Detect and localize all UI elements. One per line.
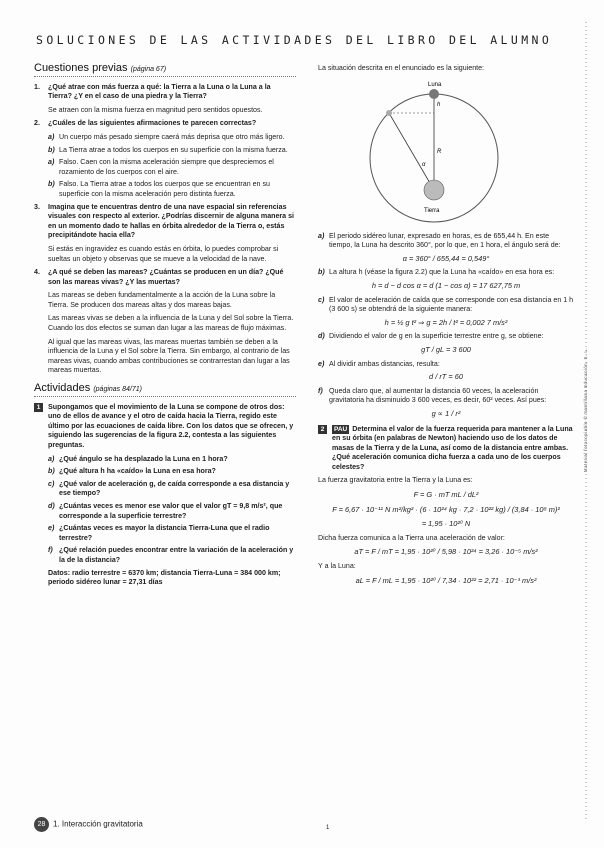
solution-c: c) El valor de aceleración de caída que se corresponde con esa distancia en 1 h (3 600 s) se obtendrá de la siguiente manera: — [318, 295, 574, 314]
cuestion-4: 4. ¿A qué se deben las mareas? ¿Cuántas se producen en un día? ¿Qué son las mareas vivas? ¿Y las muertas? Las mareas se deben fundamentalmente a la acción de la Luna sobre la Tierra. Se producen dos mareas altas y dos mareas bajas. Las mareas vivas se deben a la influencia de la Luna y del Sol sobre la Tierra. Cuando los dos efectos se suman dan lugar a las mareas de flujo máximas. Al igual que las mareas vivas, las mareas muertas también se deben a la influencia de la Luna y el Sol sobre la Tierra. Sin embargo, al contrario de las mareas vivas, cuando ambas contribuciones se contrarrestan dan lugar a las mareas muertas. — [34, 268, 294, 375]
page-footer — [34, 817, 143, 832]
right-column: La situación descrita en el enunciado es la siguiente: Luna Tierra α h R a) El periodo sidéreo lunar, expresado en horas, es de 655,44 h. En este tiempo, la Luna ha descrito 360°, por lo que, en 1 hora, el ángulo será de: α = 360° / 655,44 = 0,549° b) La altura h (véase la figura 2.2) que la Luna ha «caído» en esa hora es: h = d − d cos α = d (1 − cos α) = 17 627,75 m c) El valor de aceleración de caída que se corresponde con esa distancia en 1 h (3 600 s) se obtendrá de la siguiente manera: h = ½ g t² ⇒ g = 2h / t² = 0,002 7 m/s² d) Dividiendo el valor de g en la superficie terrestre entre g, se obtiene: gT / gL = 3 600 e) Al dividir ambas distancias, resulta: d / rT = 60 f) Queda claro que, al aumentar la distancia 60 veces, la aceleración gravitatoria ha disminuido 3 600 veces, es decir, 60² veces. Así pues: g ∝ 1 / r² 2 PAU Determina el valor de la fuerza requerida para mantener a la Luna en su órbita (en palabras de Newton) haciendo uso de los datos de masas de la Tierra y de la Luna, así como de la distancia entre ambas. ¿Qué aceleración comunica dicha fuerza a cada uno de los cuerpos celestes? La fuerza gravitatoria entre la Tierra y la Luna es: F = G · mT mL / dL² F = 6,67 · 10⁻¹¹ N m²/kg² · (6 · 10²⁴ kg · 7,2 · 10²² kg) / (3,84 · 10⁸ m)² = 1,95 · 10²⁰ N Dicha fuerza comunica a la Tierra una aceleración de valor: aT = F / mT = 1,95 · 10²⁰ / 5,98 · 10²⁴ = 3,26 · 10⁻⁵ m/s² Y a la Luna: aL = F / mL = 1,95 · 10²⁰ / 7,34 · 10²² = 2,71 · 10⁻³ m/s² — [318, 64, 574, 585]
list-item: b) ¿Qué altura h ha «caído» la Luna en esa hora? — [48, 467, 216, 476]
solution-d: d) Dividiendo el valor de g en la superficie terrestre entre g, se obtiene: — [318, 332, 544, 341]
cuestiones-heading: Cuestiones previas (página 67) — [34, 62, 167, 74]
section-divider — [34, 396, 296, 397]
page-mark: 1 — [326, 825, 330, 831]
earth-shape — [424, 180, 444, 200]
orbit-diagram — [318, 78, 574, 228]
earth-label: Tierra — [424, 207, 440, 214]
data-line: Datos: radio terrestre = 6370 km; distancia Tierra-Luna = 384 000 km; periodo sidéreo lunar = 27,31 días — [48, 568, 281, 587]
equation: α = 360° / 655,44 = 0,549° — [402, 253, 490, 263]
moon-start-shape — [386, 110, 392, 116]
h-label: h — [437, 101, 441, 108]
alpha-label: α — [422, 161, 426, 168]
intro-text: La situación descrita en el enunciado es la siguiente: — [318, 64, 485, 72]
list-item: a) ¿Qué ángulo se ha desplazado la Luna en 1 hora? — [48, 454, 228, 463]
equation: g ∝ 1 / r² — [431, 408, 461, 418]
equation: F = 6,67 · 10⁻¹¹ N m²/kg² · (6 · 10²⁴ kg · 7,2 · 10²² kg) / (3,84 · 10⁸ m)² — [332, 504, 560, 514]
cuestion-2: 2. ¿Cuáles de las siguientes afirmaciones te parecen correctas? a) Un cuerpo más pesado siempre caerá más deprisa que otro más ligero. b) La Tierra atrae a todos los cuerpos en su superficie con la misma fuerza. a) Falso. Caen con la misma aceleración siempre que despreciemos el rozamiento de los cuerpos con el aire. b) Falso. La Tierra atrae a todos los cuerpos que se encuentran en su superficie con la misma aceleración pero distinta fuerza. — [34, 119, 296, 199]
list-item: a) Falso. Caen con la misma aceleración siempre que despreciemos el rozamiento de los cuerpos con el aire. — [48, 158, 274, 176]
cuestion-1: 1. ¿Qué atrae con más fuerza a qué: la Tierra a la Luna o la Luna a la Tierra? ¿Y en el caso de una piedra y la Tierra? Se atraen con la misma fuerza en magnitud pero sentidos opuestos. — [34, 83, 296, 116]
solution-e: e) Al dividir ambas distancias, resulta: — [318, 359, 440, 368]
pau-badge: PAU — [334, 425, 348, 433]
activity-number-badge: 2 — [318, 425, 327, 434]
equation: aL = F / mL = 1,95 · 10²⁰ / 7,34 · 10²² = 2,71 · 10⁻³ m/s² — [355, 575, 537, 585]
activity-number-badge: 1 — [34, 403, 43, 412]
slant-radius — [389, 113, 434, 190]
actividad-1: 1 Supongamos que el movimiento de la Luna se compone de otros dos: uno de ellos de avance y el otro de caída hacia la Tierra, regido este último por las ecuaciones de caída libre. Con los datos que se ofrecen, y siguiendo las sugerencias de la figura 2.2, contesta a las siguientes preguntas. a) ¿Qué ángulo se ha desplazado la Luna en 1 hora? b) ¿Qué altura h ha «caído» la Luna en esa hora? c) ¿Qué valor de aceleración g, de caída corresponde a esa distancia y ese tiempo? d) ¿Cuántas veces es menor ese valor que el valor gT = 9,8 m/s², que corresponde a la superficie terrestre? e) ¿Cuántas veces es mayor la distancia Tierra-Luna que el radio terrestre? f) ¿Qué relación puedes encontrar entre la variación de la aceleración y la de la distancia? Datos: radio terrestre = 6370 km; distancia Tierra-Luna = 384 000 km; periodo sidéreo lunar = 27,31 días — [34, 403, 296, 588]
list-item: d) ¿Cuántas veces es menor ese valor que el valor gT = 9,8 m/s², que corresponde a la superficie terrestre? — [48, 501, 283, 520]
actividades-heading: Actividades (páginas 84/71) — [34, 382, 142, 395]
equation: gT / gL = 3 600 — [421, 344, 471, 354]
left-column — [34, 64, 296, 592]
list-item: a) Un cuerpo más pesado siempre caerá más deprisa que otro más ligero. — [48, 132, 285, 141]
page-number-badge: 28 — [34, 817, 49, 832]
orbit-figure — [318, 78, 574, 228]
answer-text: Se atraen con la misma fuerza en magnitud pero sentidos opuestos. — [48, 105, 263, 114]
page-header-title: SOLUCIONES DE LAS ACTIVIDADES DEL LIBRO DEL ALUMNO — [36, 33, 553, 47]
equation: h = d − d cos α = d (1 − cos α) = 17 627,75 m — [371, 280, 521, 290]
chapter-title: 1. Interacción gravitatoria — [53, 819, 143, 829]
list-item: f) ¿Qué relación puedes encontrar entre la variación de la aceleración y la de la distancia? — [48, 546, 294, 564]
list-item: b) La Tierra atrae a todos los cuerpos en su superficie con la misma fuerza. — [48, 145, 288, 154]
list-item: c) ¿Qué valor de aceleración g, de caída corresponde a esa distancia y ese tiempo? — [48, 479, 290, 498]
list-item: e) ¿Cuántas veces es mayor la distancia Tierra-Luna que el radio terrestre? — [48, 524, 270, 542]
copyright-side-text: Material fotocopiable © Santillana Educación, S. L. — [583, 347, 589, 473]
equation: h = ½ g t² ⇒ g = 2h / t² = 0,002 7 m/s² — [384, 317, 508, 327]
solution-a: a) El periodo sidéreo lunar, expresado en horas, es de 655,44 h. En este tiempo, la Luna ha descrito 360°, por lo que, en 1 hora, el ángulo será de: — [318, 231, 561, 250]
equation: d / rT = 60 — [429, 372, 463, 382]
list-item: b) Falso. La Tierra atrae a todos los cuerpos que se encuentran en su superficie con la misma aceleración pero distinta fuerza. — [48, 180, 270, 198]
section-divider — [34, 76, 296, 77]
moon-label: Luna — [428, 81, 442, 88]
moon-shape — [429, 89, 439, 99]
equation: F = G · mT mL / dL² — [413, 490, 479, 500]
actividad-2: 2 PAU Determina el valor de la fuerza requerida para mantener a la Luna en su órbita (en palabras de Newton) haciendo uso de los datos de masas de la Tierra y de la Luna, así como de la distancia entre ambas. ¿Qué aceleración comunica dicha fuerza a cada uno de los cuerpos celestes? — [318, 425, 574, 473]
solution-b: b) La altura h (véase la figura 2.2) que la Luna ha «caído» en esa hora es: — [318, 268, 555, 277]
solution-f: f) Queda claro que, al aumentar la distancia 60 veces, la aceleración gravitatoria ha disminuido 3 600 veces, es decir, 60² veces. Así pues: — [318, 386, 547, 405]
equation: = 1,95 · 10²⁰ N — [421, 519, 471, 529]
r-label: R — [437, 148, 442, 155]
equation: aT = F / mT = 1,95 · 10²⁰ / 5,98 · 10²⁴ = 3,26 · 10⁻⁵ m/s² — [354, 547, 538, 557]
cuestion-3: 3. Imagina que te encuentras dentro de una nave espacial sin referencias visuales con respecto al exterior. ¿Podrías discernir de alguna manera si en un momento dado te hallas en órbita alrededor de la Tierra o, estás precipitándote hacia ella? Si estás en ingravidez es cuando estás en órbita, lo puedes comprobar si sueltas un objeto y observas que se mueve a la velocidad de la nave. — [34, 202, 295, 263]
